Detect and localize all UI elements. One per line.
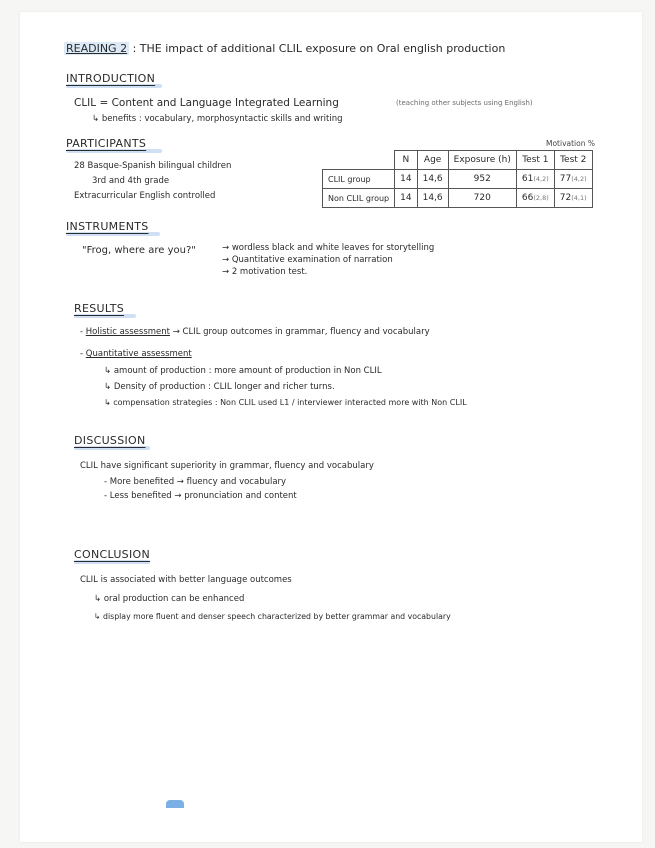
table-row [323, 170, 593, 189]
table-cell: 77(4,2) [554, 170, 592, 189]
instrument-item: → 2 motivation test. [222, 267, 308, 277]
conclusion-main: CLIL is associated with better language outcomes [80, 575, 292, 585]
participants-line: 3rd and 4th grade [92, 176, 170, 186]
holistic-label: Holistic assessment [85, 327, 170, 337]
discussion-item: - More benefited → fluency and vocabulary [104, 477, 287, 487]
table-cell: 61(4,2) [516, 170, 554, 189]
table-cell: 14,6 [417, 189, 448, 208]
discussion-item: - Less benefited → pronunciation and content [104, 491, 297, 501]
discussion-heading: DISCUSSION [74, 434, 146, 447]
return-arrow-icon: ↳ [94, 612, 104, 621]
table-header-cell: N [395, 151, 417, 170]
table-cell: 66(2,8) [516, 189, 554, 208]
table-cell-group: Non CLIL group [323, 189, 395, 208]
motivation-label: Motivation % [546, 139, 595, 148]
table-cell: 72(4,1) [554, 189, 592, 208]
title-text: : THE impact of additional CLIL exposure on Oral english production [132, 42, 506, 55]
title-reading-label: READING 2 [66, 42, 128, 55]
participants-table [322, 150, 593, 208]
table-cell: 720 [448, 189, 516, 208]
conclusion-item: ↳ oral production can be enhanced [94, 594, 245, 604]
results-heading: RESULTS [74, 302, 125, 315]
quant-item: ↳ compensation strategies : Non CLIL used L1 / interviewer interacted more with Non CLIL [104, 398, 467, 407]
return-arrow-icon: ↳ [104, 398, 114, 407]
page-title [64, 42, 505, 55]
clil-definition-note: (teaching other subjects using English) [396, 99, 533, 107]
participants-heading: PARTICIPANTS [66, 137, 147, 150]
table-row [323, 189, 593, 208]
return-arrow-icon: ↳ [104, 382, 114, 392]
table-header-row [323, 151, 593, 170]
quant-item: ↳ amount of production : more amount of production in Non CLIL [104, 366, 382, 376]
table-header-cell [323, 151, 395, 170]
instruments-heading: INSTRUMENTS [66, 220, 149, 233]
conclusion-heading: CONCLUSION [74, 548, 150, 561]
table-header-cell: Exposure (h) [448, 151, 516, 170]
participants-line: Extracurricular English controlled [74, 191, 216, 201]
table-cell: 14 [395, 170, 417, 189]
return-arrow-icon: ↳ [92, 114, 100, 124]
table-cell: 14,6 [417, 170, 448, 189]
table-cell: 14 [395, 189, 417, 208]
table-cell-group: CLIL group [323, 170, 395, 189]
table-header-cell: Test 2 [554, 151, 592, 170]
quant-item: ↳ Density of production : CLIL longer and richer turns. [104, 382, 335, 392]
results-holistic: - Holistic assessment → CLIL group outcomes in grammar, fluency and vocabulary [80, 327, 430, 337]
discussion-main: CLIL have significant superiority in grammar, fluency and vocabulary [80, 461, 374, 471]
holistic-text: → CLIL group outcomes in grammar, fluency and vocabulary [172, 327, 430, 337]
results-quantitative: - Quantitative assessment [80, 349, 192, 359]
participants-line: 28 Basque-Spanish bilingual children [74, 161, 232, 171]
return-arrow-icon: ↳ [94, 594, 104, 604]
table-header-cell: Test 1 [516, 151, 554, 170]
conclusion-item: ↳ display more fluent and denser speech characterized by better grammar and vocabulary [94, 612, 451, 621]
table-header-cell: Age [417, 151, 448, 170]
introduction-heading: INTRODUCTION [66, 72, 156, 85]
quantitative-label: Quantitative assessment [85, 349, 192, 359]
page-tab-marker [166, 800, 184, 808]
instrument-item: → Quantitative examination of narration [222, 255, 393, 265]
return-arrow-icon: ↳ [104, 366, 114, 376]
instrument-item: → wordless black and white leaves for storytelling [222, 243, 435, 253]
clil-benefits: ↳ benefits : vocabulary, morphosyntactic skills and writing [92, 114, 343, 124]
table-cell: 952 [448, 170, 516, 189]
clil-definition: CLIL = Content and Language Integrated Learning [74, 97, 339, 109]
instruments-quote: "Frog, where are you?" [82, 245, 196, 256]
